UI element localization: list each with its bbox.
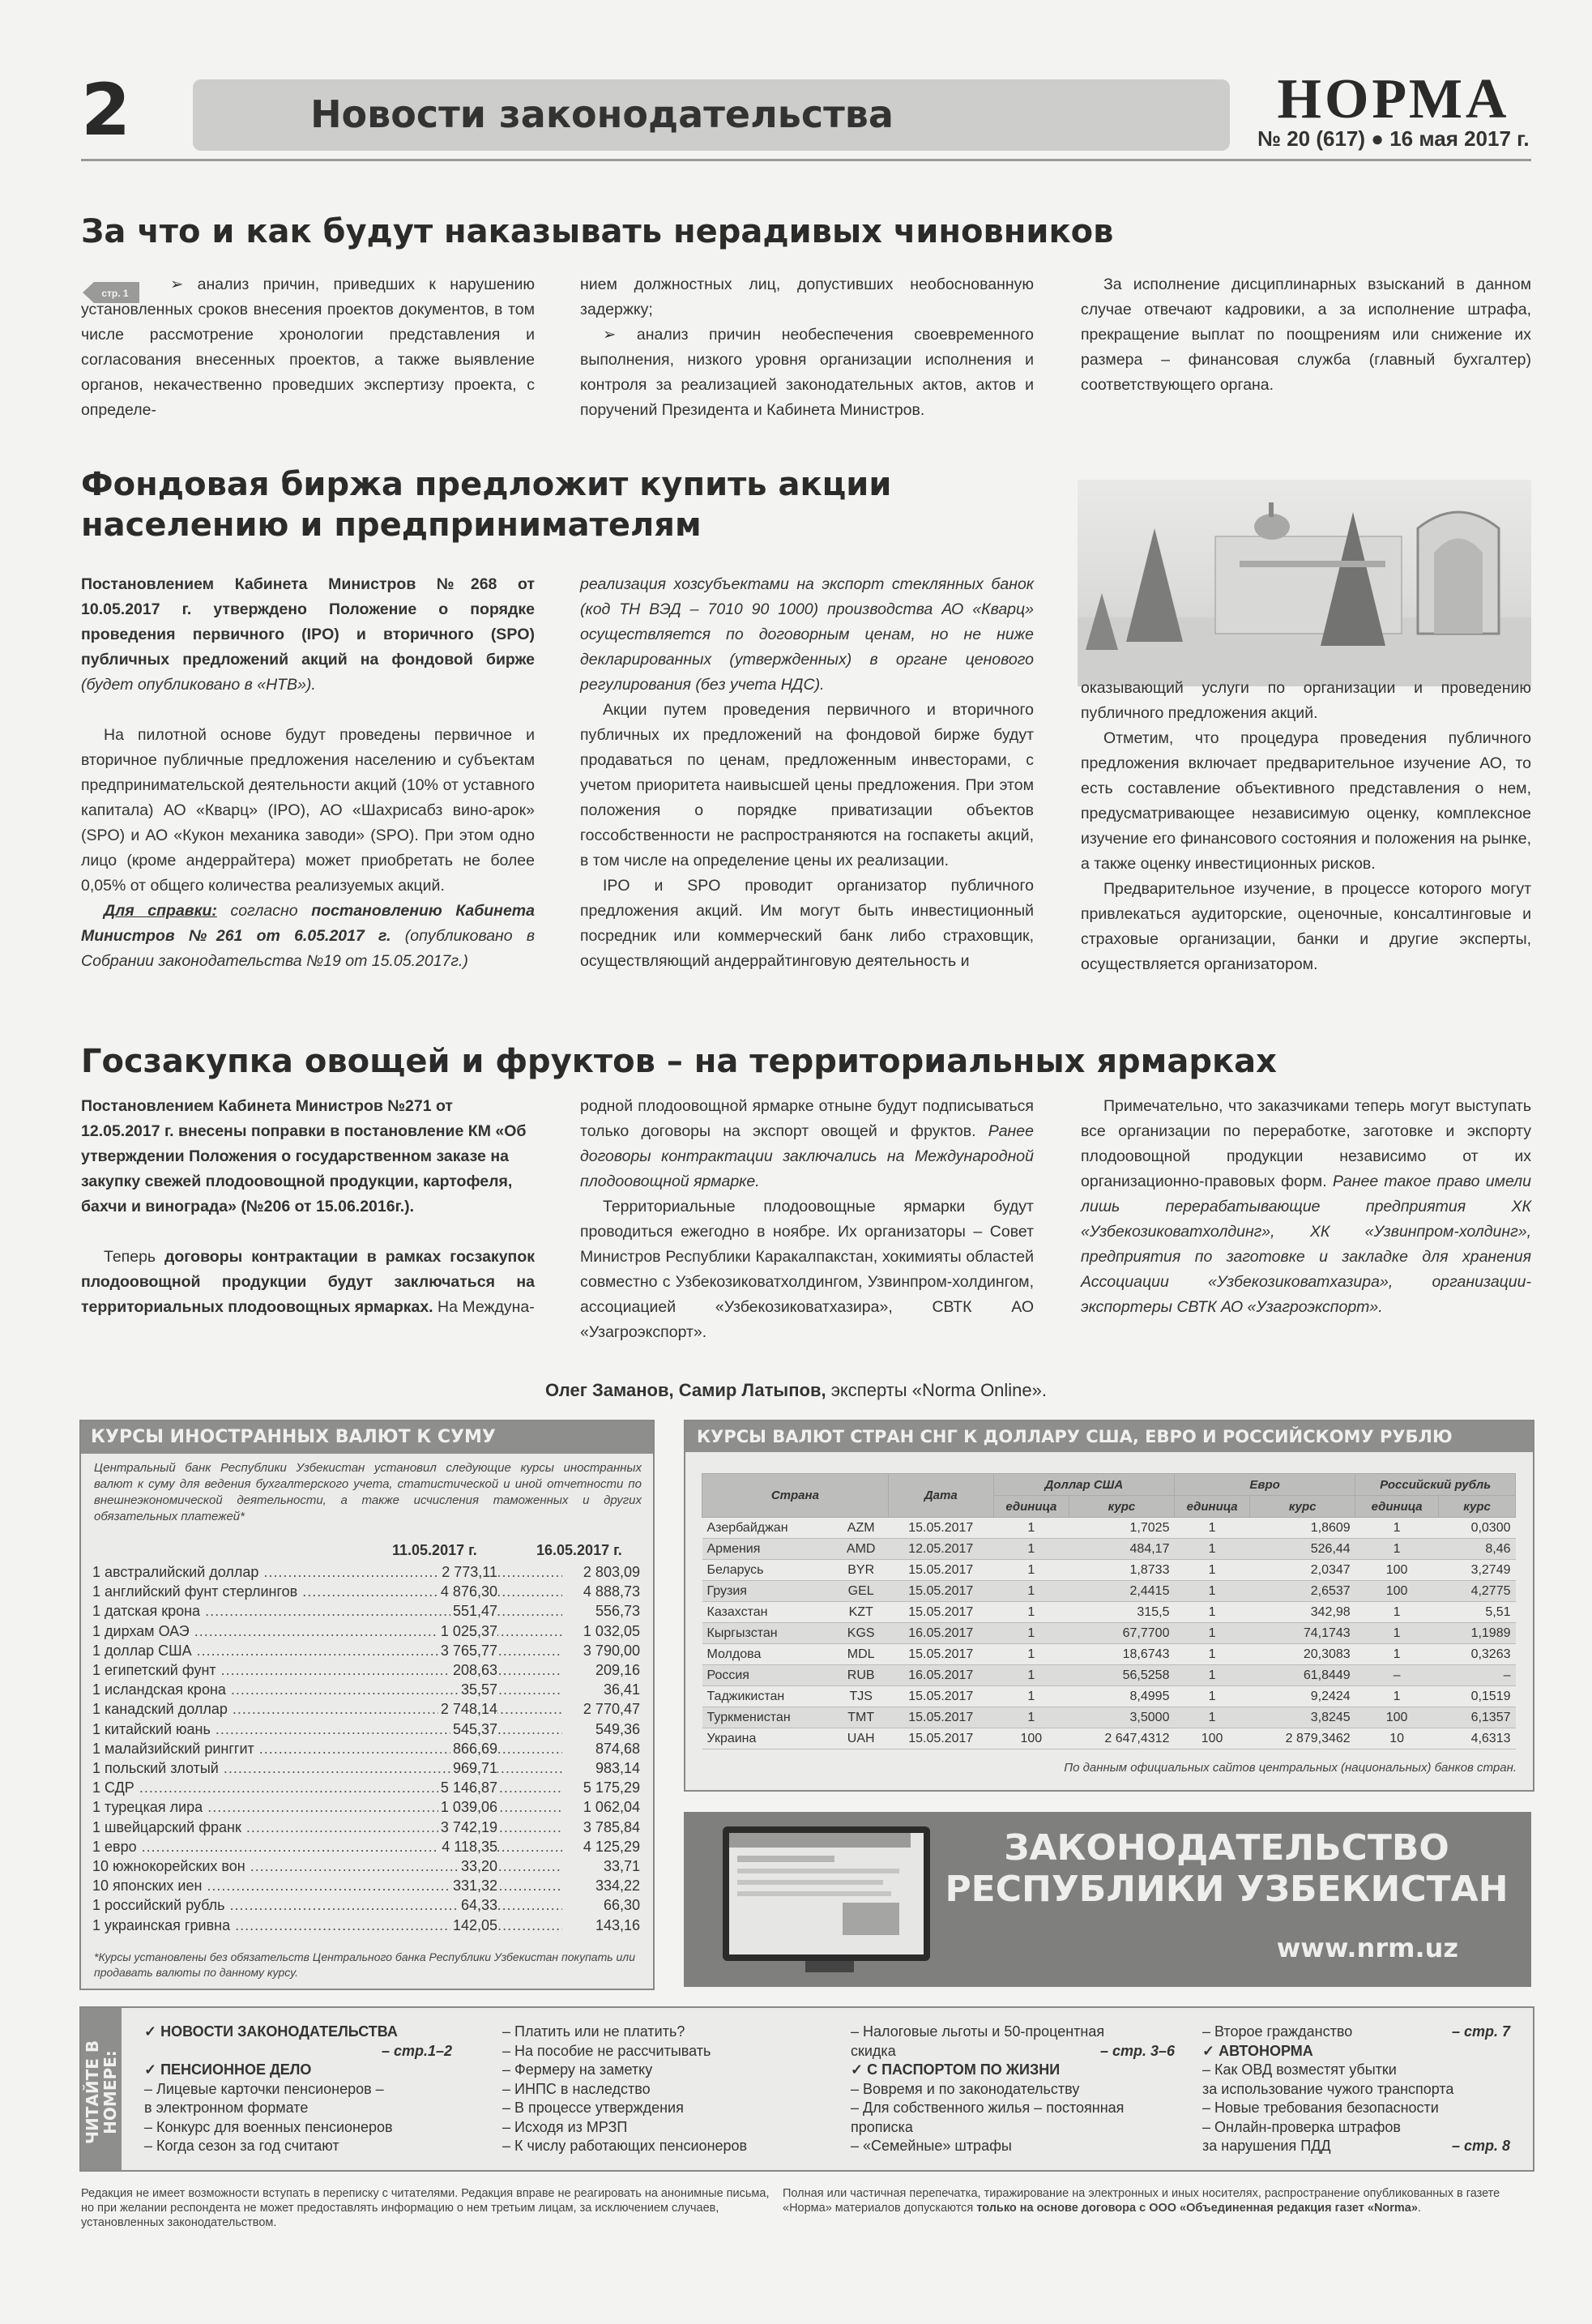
cis-cell: 100 [1355, 1707, 1439, 1728]
cis-cell: 12.05.2017 [888, 1539, 993, 1560]
cis-cell: 1 [1174, 1560, 1249, 1581]
toc-item[interactable]: – «Семейные» штрафы [851, 2138, 1012, 2154]
cis-cell: 67,7700 [1069, 1623, 1174, 1644]
cis-cell: Армения [702, 1539, 834, 1560]
cis-cell: 100 [993, 1728, 1069, 1749]
fx-rate-b: 2 770,47 [581, 1699, 640, 1719]
toc-item[interactable]: скидка – стр. 3–6 [851, 2042, 1175, 2061]
fx-rate-row [92, 1562, 640, 1582]
fx-rate-b: 36,41 [601, 1680, 640, 1699]
cis-rate-row [702, 1707, 1516, 1728]
cis-rates-table [702, 1473, 1516, 1749]
toc-page-ref: – стр. 7 [1451, 2023, 1510, 2040]
fx-rate-b: 209,16 [593, 1660, 640, 1680]
cis-cell: 484,17 [1069, 1539, 1174, 1560]
article2-title-line1: Фондовая биржа предложит купить акции [81, 466, 892, 503]
cis-rate-row [702, 1623, 1516, 1644]
fx-rate-a: 2 773,11 [439, 1562, 497, 1582]
fx-rate-a: 4 876,30 [438, 1582, 497, 1601]
cis-cell: 15.05.2017 [888, 1602, 993, 1623]
fx-currency-name: 10 японских иен ..... [92, 1876, 562, 1895]
banner-url[interactable]: www.nrm.uz [1276, 1933, 1458, 1963]
fx-rate-b: 33,71 [601, 1856, 640, 1876]
fx-currency-name: 1 датская крона ..... [92, 1601, 562, 1621]
cis-cell: Россия [702, 1665, 834, 1686]
fx-rate-a: 3 765,77 [438, 1641, 497, 1660]
cis-cell: 15.05.2017 [888, 1644, 993, 1665]
cis-cell: 2,4415 [1069, 1581, 1174, 1602]
cis-cell: 16.05.2017 [888, 1623, 993, 1644]
cis-cell: 526,44 [1250, 1539, 1355, 1560]
toc-column-2 [502, 2023, 875, 2156]
cis-cell: 9,2424 [1250, 1686, 1355, 1707]
cis-cell: 2 647,4312 [1069, 1728, 1174, 1749]
th-eur: Евро [1174, 1474, 1355, 1496]
cis-rates-box [684, 1420, 1534, 1792]
fx-col-date-b: 16.05.2017 г. [536, 1542, 622, 1558]
fx-rate-b: 3 785,84 [581, 1818, 640, 1837]
fx-currency-name: 10 южнокорейских вон ..... [92, 1856, 562, 1876]
fx-rate-b: 66,30 [601, 1895, 640, 1915]
fx-rate-a: 35,57 [459, 1680, 497, 1699]
cis-cell: 342,98 [1250, 1602, 1355, 1623]
toc-item[interactable]: – Как ОВД возместят убытки [1202, 2061, 1397, 2078]
cis-cell: 6,1357 [1439, 1707, 1516, 1728]
th-rate: курс [1250, 1496, 1355, 1518]
cis-cell: 1 [1174, 1707, 1249, 1728]
section-title: Новости законодательства [310, 92, 894, 136]
fx-rate-b: 3 790,00 [581, 1641, 640, 1660]
cis-cell: 1 [1355, 1518, 1439, 1539]
cis-cell: 1 [1174, 1602, 1249, 1623]
cis-cell: MDL [834, 1644, 888, 1665]
cis-cell: 0,1519 [1439, 1686, 1516, 1707]
toc-item[interactable]: ✓ С ПАСПОРТОМ ПО ЖИЗНИ [851, 2061, 1061, 2078]
fx-rate-a: 142,05 [450, 1916, 497, 1935]
fx-rate-a: 4 118,35 [439, 1837, 497, 1856]
fx-currency-name: 1 СДР ..... [92, 1778, 562, 1797]
cis-cell: 1 [993, 1560, 1069, 1581]
toc-item[interactable]: – Для собственного жилья – постоянная [851, 2100, 1125, 2116]
cis-cell: 1 [1174, 1518, 1249, 1539]
th-date: Дата [888, 1474, 993, 1518]
article2-col1: Постановлением Кабинета Министров №268 от 10.05.2017 г. утверждено Положение о порядке проведения первичного (IPO) и вторичного (SPO) публичных предложений акций на фондовой бирже (будет опубликовано в «НТВ»). На пилотной основе будут проведены первичное и вторичное публичные предложения населению и субъектам предпринимательской деятельности акций (10% от уставного капитала) АО «Кварц» (IPO), АО «Шахрисабз вино-арок» (SPO) и АО «Кукон механика заводи» (SPO). При этом одно лицо (кроме андеррайтера) может приобретать не более 0,05% от общего количества реализуемых акций. Для справки: согласно постановлению Кабинета Министров №261 от 6.05.2017 г. (опубликовано в Собрании законодательства №19 от 15.05.2017г.) [81, 575, 535, 970]
building-photo [1078, 480, 1531, 686]
page-ref-label: стр. 1 [101, 288, 129, 299]
cis-rate-row [702, 1686, 1516, 1707]
cis-rates-source: По данным официальных сайтов центральных (национальных) банков стран. [1064, 1761, 1517, 1775]
cis-rate-row [702, 1539, 1516, 1560]
fx-rate-b: 334,22 [593, 1876, 640, 1895]
cis-cell: 74,1743 [1250, 1623, 1355, 1644]
cis-cell: 1 [993, 1644, 1069, 1665]
cis-cell: 8,4995 [1069, 1686, 1174, 1707]
cis-cell: AZM [834, 1518, 888, 1539]
toc-item[interactable]: – Исходя из МРЗП [502, 2118, 628, 2135]
header-divider [81, 159, 1531, 161]
cis-cell: Кыргызстан [702, 1623, 834, 1644]
fx-rate-b: 4 125,29 [581, 1837, 640, 1856]
fx-currency-name: 1 китайский юань ..... [92, 1720, 562, 1739]
fx-currency-name: 1 польский злотый ..... [92, 1758, 562, 1778]
toc-column-3 [851, 2023, 1175, 2156]
cis-cell: 15.05.2017 [888, 1518, 993, 1539]
cis-cell: Казахстан [702, 1602, 834, 1623]
toc-item[interactable]: за использование чужого транспорта [1202, 2080, 1454, 2097]
toc-item[interactable]: в электронном формате [144, 2100, 309, 2116]
fx-rates-note: Центральный банк Республики Узбекистан установил следующие курсы иностранных валют к суму для ведения бухгалтерского учета, статистической и иной отчетности по внешнеэкономической деятельности, а также исчисления таможенных и других обязательных платежей* [94, 1461, 642, 1523]
toc-item[interactable]: ✓ ПЕНСИОННОЕ ДЕЛО [144, 2061, 312, 2078]
cis-cell: Азербайджан [702, 1518, 834, 1539]
newspaper-logo: НОРМА [1277, 68, 1510, 130]
cis-cell: 1 [1355, 1623, 1439, 1644]
cis-cell: Беларусь [702, 1560, 834, 1581]
cis-cell: 1,7025 [1069, 1518, 1174, 1539]
fx-currency-name: 1 российский рубль ..... [92, 1895, 562, 1915]
cis-cell: Туркменистан [702, 1707, 834, 1728]
cis-cell: 1 [993, 1665, 1069, 1686]
article3-col2: родной плодоовощной ярмарке отныне будут подписываться только договоры на экспорт овощей и фруктов. Ранее договоры контрактации заключались на Международной плодоовощной ярмарке. Территориальные плодоовощные ярмарки будут проводиться ежегодно в ноябре. Их организаторы – Совет Министров Республики Каракалпакстан, хокимияты областей совместно с Узбекозиковатхолдингом, Узвинпром-холдингом, ассоциацией «Узбекозиковатхазира», СВТК АО «Узагроэкспорт». [580, 1097, 1034, 1341]
fx-rate-row [92, 1699, 640, 1719]
fx-rates-title: КУРСЫ ИНОСТРАННЫХ ВАЛЮТ К СУМУ [81, 1421, 653, 1454]
monitor-stand [805, 1961, 854, 1972]
article3-title: Госзакупка овощей и фруктов – на территориальных ярмарках [81, 1043, 1277, 1080]
fx-rate-row [92, 1582, 640, 1601]
footer-copyright: Полная или частичная перепечатка, тиражирование на электронных и иных носителях, распространение опубликованных в газете «Норма» материалов допускаются только на основе договора с ООО «Объединенная редакция газет «Norma». [783, 2187, 1500, 2215]
cis-cell: 1 [1355, 1644, 1439, 1665]
fx-rate-row [92, 1739, 640, 1758]
article-authors: Олег Заманов, Самир Латыпов, эксперты «Norma Online». [544, 1380, 1048, 1400]
cis-cell: 2,6537 [1250, 1581, 1355, 1602]
toc-page-ref: – стр. 8 [1451, 2138, 1510, 2154]
th-usd: Доллар США [993, 1474, 1174, 1496]
cis-cell: UAH [834, 1728, 888, 1749]
th-unit: единица [1355, 1496, 1439, 1518]
cis-rate-row [702, 1602, 1516, 1623]
fx-rate-a: 551,47 [450, 1601, 497, 1621]
cis-cell: 1 [993, 1602, 1069, 1623]
toc-item[interactable]: – ИНПС в наследство [502, 2080, 651, 2097]
cis-cell: 5,51 [1439, 1602, 1516, 1623]
cis-cell: Молдова [702, 1644, 834, 1665]
article2-col2: реализация хозсубъектами на экспорт стеклянных банок (код ТН ВЭД – 7010 90 1000) производства АО «Кварц» осуществляется по договорным ценам, но не ниже декларированных (утвержденных) в органе ценового регулирования (без учета НДС). Акции путем проведения первичного и вторичного публичных их предложений на фондовой бирже будут продаваться по ценам, предложенным инвесторами, с учетом приоритета наивысшей цены предложения. При этом положения о порядке приватизации объектов госсобственности не распространяются на госпакеты акций, в том числе на определение цены их реализации. IPO и SPO проводит организатор публичного предложения акций. Им могут быть инвестиционный посредник или коммерческий банк либо страховщик, осуществляющий андеррайтинговую деятельность и [580, 575, 1034, 970]
fx-rate-a: 3 742,19 [438, 1818, 497, 1837]
toc-item[interactable]: – К числу работающих пенсионеров [502, 2138, 748, 2154]
toc-item[interactable]: ✓ АВТОНОРМА [1202, 2042, 1313, 2059]
cis-cell: 56,5258 [1069, 1665, 1174, 1686]
cis-cell: 1 [993, 1518, 1069, 1539]
th-rub: Российский рубль [1355, 1474, 1516, 1496]
footer-disclaimer: Редакция не имеет возможности вступать в переписку с читателями. Редакция вправе не реагировать на анонимные письма, но при желании респондента не может предоставлять информацию о нем третьим лицам, за исключением случаев, установленных законодательством. [81, 2187, 770, 2229]
cis-cell: 18,6743 [1069, 1644, 1174, 1665]
cis-rate-row [702, 1560, 1516, 1581]
fx-col-date-a: 11.05.2017 г. [392, 1542, 477, 1558]
cis-cell: 1,1989 [1439, 1623, 1516, 1644]
cis-cell: 15.05.2017 [888, 1728, 993, 1749]
cis-cell: 3,2749 [1439, 1560, 1516, 1581]
th-unit: единица [993, 1496, 1069, 1518]
cis-cell: 1 [1174, 1686, 1249, 1707]
cis-cell: 20,3083 [1250, 1644, 1355, 1665]
toc-item[interactable]: ✓ НОВОСТИ ЗАКОНОДАТЕЛЬСТВА [144, 2023, 398, 2040]
fx-rate-b: 5 175,29 [581, 1778, 640, 1797]
fx-rate-row [92, 1758, 640, 1778]
fx-rate-a: 208,63 [450, 1660, 497, 1680]
toc-item[interactable]: – Налоговые льготы и 50-процентная [851, 2023, 1105, 2040]
cis-cell: 1 [993, 1707, 1069, 1728]
fx-rate-row [92, 1916, 640, 1935]
fx-rate-a: 1 025,37 [438, 1621, 497, 1641]
fx-currency-name: 1 украинская гривна ..... [92, 1916, 562, 1935]
cis-rate-row [702, 1581, 1516, 1602]
fx-rate-b: 874,68 [593, 1739, 640, 1758]
cis-cell: – [1439, 1665, 1516, 1686]
fx-rates-footnote: *Курсы установлены без обязательств Центрального банка Республики Узбекистан покупать или продавать валюты по данному курсу. [94, 1950, 635, 1979]
cis-cell: 1 [1355, 1539, 1439, 1560]
cis-cell: 100 [1174, 1728, 1249, 1749]
fx-currency-name: 1 канадский доллар ..... [92, 1699, 562, 1719]
cis-cell: TJS [834, 1686, 888, 1707]
toc-column-4 [1202, 2023, 1510, 2156]
fx-rate-row [92, 1856, 640, 1876]
cis-cell: 1,8733 [1069, 1560, 1174, 1581]
cis-cell: Таджикистан [702, 1686, 834, 1707]
in-this-issue-label: ЧИТАЙТЕ В НОМЕРЕ: [81, 2008, 122, 2170]
cis-rate-row [702, 1644, 1516, 1665]
fx-currency-name: 1 исландская крона ..... [92, 1680, 562, 1699]
toc-column-1 [144, 2023, 484, 2156]
fx-rate-b: 549,36 [593, 1720, 640, 1739]
fx-rate-row [92, 1720, 640, 1739]
cis-cell: 1 [1174, 1665, 1249, 1686]
cis-cell: 1 [1355, 1686, 1439, 1707]
cis-cell: 16.05.2017 [888, 1665, 993, 1686]
page-number: 2 [81, 68, 131, 152]
cis-cell: GEL [834, 1581, 888, 1602]
article1-col2: нием должностных лиц, допустивших необоснованную задержку; ➢ анализ причин необеспечения своевременного выполнения, низкого уровня организации исполнения и контроля за реализацией законодательных актов, актов и поручений Президента и Кабинета Министров. [580, 276, 1034, 419]
article2-lead: Постановлением Кабинета Министров №268 от 10.05.2017 г. утверждено Положение о порядке проведения первичного (IPO) и вторичного (SPO) публичных предложений акций на фондовой бирже [81, 575, 535, 669]
fx-rate-b: 556,73 [593, 1601, 640, 1621]
fx-rate-row [92, 1778, 640, 1797]
article3-col3: Примечательно, что заказчиками теперь могут выступать все организации по переработке, заготовке и экспорту плодоовощной продукции независимо от их организационно-правовых форм. Ранее такое право имели лишь перерабатывающие предприятия ХК «Узбекозиковатхолдинг», ХК «Узвинпром-холдинг», предприятия по заготовке и закладке для хранения Ассоциации «Узбекозиковатхазира», организации-экспортеры СВТК АО «Узагроэкспорт». [1081, 1097, 1531, 1316]
fx-rate-a: 969,71 [450, 1758, 497, 1778]
fx-rate-a: 2 748,14 [438, 1699, 497, 1719]
cis-cell: RUB [834, 1665, 888, 1686]
in-this-issue-box [79, 2006, 1534, 2172]
fx-currency-name: 1 дирхам ОАЭ ..... [92, 1621, 562, 1641]
fx-rate-a: 33,20 [459, 1856, 497, 1876]
fx-currency-name: 1 малайзийский ринггит ..... [92, 1739, 562, 1758]
cis-cell: 3,8245 [1250, 1707, 1355, 1728]
toc-item[interactable]: – Когда сезон за год считают [144, 2138, 339, 2154]
fx-rate-a: 1 039,06 [438, 1797, 497, 1817]
cis-cell: 15.05.2017 [888, 1581, 993, 1602]
fx-rate-a: 866,69 [450, 1739, 497, 1758]
cis-rate-row [702, 1665, 1516, 1686]
fx-rate-row [92, 1660, 640, 1680]
fx-rate-a: 64,33 [459, 1895, 497, 1915]
fx-rate-row [92, 1601, 640, 1621]
cis-cell: 1 [993, 1686, 1069, 1707]
cis-cell: 1 [993, 1623, 1069, 1644]
th-unit: единица [1174, 1496, 1249, 1518]
toc-item[interactable]: – Онлайн-проверка штрафов [1202, 2118, 1401, 2135]
cis-cell: 1 [1174, 1623, 1249, 1644]
cis-cell: 315,5 [1069, 1602, 1174, 1623]
cis-cell: KGS [834, 1623, 888, 1644]
cis-cell: 3,5000 [1069, 1707, 1174, 1728]
toc-item[interactable]: – Фермеру на заметку [502, 2061, 653, 2078]
cis-cell: 1,8609 [1250, 1518, 1355, 1539]
cis-cell: 0,0300 [1439, 1518, 1516, 1539]
fx-rate-a: 5 146,87 [438, 1778, 497, 1797]
cis-cell: 15.05.2017 [888, 1707, 993, 1728]
fx-currency-name: 1 египетский фунт ..... [92, 1660, 562, 1680]
cis-cell: 61,8449 [1250, 1665, 1355, 1686]
fx-rate-row [92, 1876, 640, 1895]
cis-cell: 1 [993, 1539, 1069, 1560]
fx-currency-name: 1 английский фунт стерлингов ..... [92, 1582, 562, 1601]
toc-item[interactable]: прописка [851, 2118, 913, 2135]
cis-cell: 1 [1355, 1602, 1439, 1623]
cis-cell: Грузия [702, 1581, 834, 1602]
fx-rate-row [92, 1797, 640, 1817]
fx-currency-name: 1 австралийский доллар ..... [92, 1562, 562, 1582]
toc-item[interactable]: – стр.1–2 [381, 2042, 452, 2059]
cis-cell: 4,6313 [1439, 1728, 1516, 1749]
th-rate: курс [1439, 1496, 1516, 1518]
fx-currency-name: 1 евро ..... [92, 1837, 562, 1856]
cis-cell: 1 [993, 1581, 1069, 1602]
fx-currency-name: 1 швейцарский франк ..... [92, 1818, 562, 1837]
issue-info: № 20 (617) ● 16 мая 2017 г. [1257, 126, 1530, 151]
toc-item[interactable]: – В процессе утверждения [502, 2100, 684, 2116]
toc-item[interactable]: за нарушения ПДД – стр. 8 [1202, 2137, 1510, 2156]
toc-item[interactable]: – Новые требования безопасности [1202, 2100, 1439, 2116]
fx-rate-a: 545,37 [450, 1720, 497, 1739]
toc-item[interactable]: – Второе гражданство – стр. 7 [1202, 2023, 1510, 2042]
cis-rates-title: КУРСЫ ВАЛЮТ СТРАН СНГ К ДОЛЛАРУ США, ЕВРО И РОССИЙСКОМУ РУБЛЮ [685, 1421, 1533, 1452]
cis-cell: 1 [1174, 1539, 1249, 1560]
cis-cell: 10 [1355, 1728, 1439, 1749]
cis-cell: 2,0347 [1250, 1560, 1355, 1581]
article1-col3: За исполнение дисциплинарных взысканий в данном случае отвечают кадровики, а за исполнение штрафа, прекращение выплат по поощрениям или снижение их размера – финансовая служба (главный бухгалтер) соответствующего органа. [1081, 276, 1531, 394]
article1-col1: ➢ анализ причин, приведших к нарушению установленных сроков внесения проектов документов, в том числе рассмотрение хронологии представления и согласования внесенных проектов, а также выявление органов, некачественно проведших экспертизу проекта, с определе- [81, 276, 535, 419]
cis-cell: 8,46 [1439, 1539, 1516, 1560]
cis-cell: 15.05.2017 [888, 1686, 993, 1707]
cis-cell: TMT [834, 1707, 888, 1728]
th-country: Страна [702, 1474, 889, 1518]
cis-rate-row [702, 1518, 1516, 1539]
fx-rate-row [92, 1818, 640, 1837]
fx-rate-b: 1 032,05 [581, 1621, 640, 1641]
cis-cell: BYR [834, 1560, 888, 1581]
toc-item[interactable]: – Вовремя и по законодательству [851, 2080, 1080, 2097]
cis-cell: – [1355, 1665, 1439, 1686]
article2-col3: оказывающий услуги по организации и проведению публичного предложения акций. Отметим, что процедура проведения публичного предложения включает предварительное изучение АО, то есть составление объективного представления о нем, предусматривающее независимую оценку, комплексное изучение его финансового состояния и положения на рынке, а также оценку инвестиционных рисков. Предварительное изучение, в процессе которого могут привлекаться аудиторские, оценочные, консалтинговые и страховые организации, банки и другие эксперты, осуществляется организатором. [1081, 679, 1531, 973]
toc-page-ref: – стр. 3–6 [1099, 2042, 1175, 2059]
monitor-icon [723, 1826, 930, 1961]
banner-title: ЗАКОНОДАТЕЛЬСТВО РЕСПУБЛИКИ УЗБЕКИСТАН [945, 1827, 1509, 1910]
cis-cell: 15.05.2017 [888, 1560, 993, 1581]
article2-title-line2: населению и предпринимателям [81, 506, 702, 544]
article3-col1: Постановлением Кабинета Министров №271 от 12.05.2017 г. внесены поправки в постановление КМ «Об утверждении Положения о государственном заказе на закупку свежей плодоовощной продукции, картофеля, бахчи и винограда» (№206 от 15.06.2016г.). Теперь договоры контрактации в рамках госзакупок плодоовощной продукции будут заключаться на территориальных плодоовощных ярмарках. На Междуна- [81, 1097, 535, 1316]
fx-rate-row [92, 1895, 640, 1915]
cis-cell: AMD [834, 1539, 888, 1560]
nrm-banner[interactable] [684, 1812, 1531, 1987]
fx-rate-b: 2 803,09 [581, 1562, 640, 1582]
cis-cell: 100 [1355, 1560, 1439, 1581]
cis-rate-row [702, 1728, 1516, 1749]
article1-title: За что и как будут наказывать нерадивых чиновников [81, 213, 1114, 250]
fx-rate-a: 331,32 [450, 1876, 497, 1895]
fx-currency-name: 1 турецкая лира ..... [92, 1797, 562, 1817]
toc-item[interactable]: – Конкурс для военных пенсионеров [144, 2118, 393, 2135]
fx-rate-row [92, 1621, 640, 1641]
fx-rate-row [92, 1837, 640, 1856]
cis-cell: 1 [1174, 1581, 1249, 1602]
cis-cell: 1 [1174, 1644, 1249, 1665]
cis-cell: 100 [1355, 1581, 1439, 1602]
toc-item[interactable]: – На пособие не рассчитывать [502, 2042, 711, 2059]
cis-cell: 0,3263 [1439, 1644, 1516, 1665]
th-rate: курс [1069, 1496, 1174, 1518]
cis-cell: 4,2775 [1439, 1581, 1516, 1602]
fx-rate-row [92, 1641, 640, 1660]
cis-cell: 2 879,3462 [1250, 1728, 1355, 1749]
fx-rate-b: 1 062,04 [581, 1797, 640, 1817]
toc-item[interactable]: – Лицевые карточки пенсионеров – [144, 2080, 384, 2097]
fx-rates-box [79, 1420, 655, 1990]
fx-rate-b: 143,16 [593, 1916, 640, 1935]
fx-rate-b: 983,14 [593, 1758, 640, 1778]
cis-cell: Украина [702, 1728, 834, 1749]
toc-item[interactable]: – Платить или не платить? [502, 2023, 685, 2040]
cis-cell: KZT [834, 1602, 888, 1623]
fx-currency-name: 1 доллар США ..... [92, 1641, 562, 1660]
fx-rate-row [92, 1680, 640, 1699]
fx-rate-b: 4 888,73 [581, 1582, 640, 1601]
